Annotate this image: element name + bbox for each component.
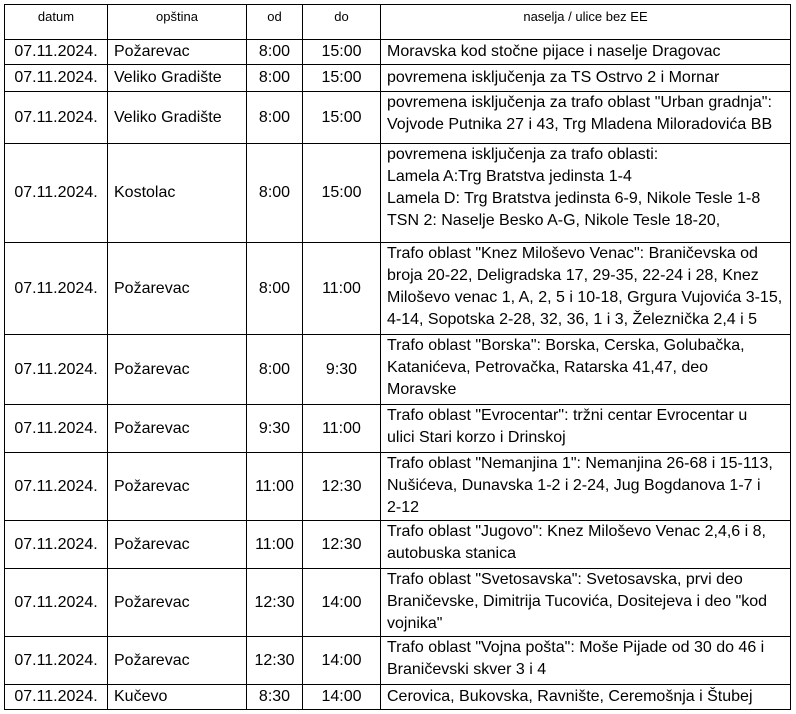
desc-line: vojnika" xyxy=(387,615,443,632)
cell-datum: 07.11.2024. xyxy=(5,453,108,521)
header-row xyxy=(5,5,791,40)
cell-datum: 07.11.2024. xyxy=(5,569,108,637)
cell-do: 11:00 xyxy=(303,405,381,453)
desc-line: povremena isključenja za trafo oblast "Urban gradnja": xyxy=(387,94,772,111)
cell-datum: 07.11.2024. xyxy=(5,521,108,569)
table-row xyxy=(5,521,791,569)
table-row xyxy=(5,405,791,453)
cell-opstina: Veliko Gradište xyxy=(108,92,247,144)
desc-line: Vojvode Putnika 27 i 43, Trg Mladena Miloradovića BB xyxy=(387,116,773,133)
cell-od: 8:00 xyxy=(247,144,303,243)
cell-opstina: Veliko Gradište xyxy=(108,65,247,92)
desc-line: Lamela A:Trg Bratstva jedinsta 1-4 xyxy=(387,168,632,185)
header-do: do xyxy=(303,5,381,40)
cell-od: 12:30 xyxy=(247,637,303,685)
table-row xyxy=(5,637,791,685)
cell-do: 14:00 xyxy=(303,637,381,685)
cell-do: 15:00 xyxy=(303,40,381,65)
cell-datum: 07.11.2024. xyxy=(5,243,108,335)
desc-line: Trafo oblast "Vojna pošta": Moše Pijade od 30 do 46 i xyxy=(387,639,765,656)
cell-opstina: Požarevac xyxy=(108,40,247,65)
desc-line: Katanićeva, Petrovačka, Ratarska 41,47, deo xyxy=(387,359,709,376)
desc-line: broja 20-22, Deligradska 17, 29-35, 22-24 i 28, Knez xyxy=(387,267,759,284)
desc-line: Braničevske, Dimitrija Tucovića, Dositejeva i deo "kod xyxy=(387,593,768,610)
cell-opstina: Požarevac xyxy=(108,243,247,335)
outage-table xyxy=(4,4,791,710)
cell-od: 8:00 xyxy=(247,40,303,65)
table-row xyxy=(5,40,791,65)
cell-do: 15:00 xyxy=(303,144,381,243)
cell-od: 12:30 xyxy=(247,569,303,637)
cell-opstina: Požarevac xyxy=(108,521,247,569)
desc-line: povremena isključenja za TS Ostrvo 2 i Mornar xyxy=(387,69,720,86)
cell-od: 8:30 xyxy=(247,685,303,710)
cell-naselja xyxy=(381,92,791,144)
cell-naselja xyxy=(381,453,791,521)
cell-opstina: Požarevac xyxy=(108,335,247,405)
header-datum: datum xyxy=(5,5,108,40)
table-row xyxy=(5,685,791,710)
header-naselja: naselja / ulice bez EE xyxy=(381,5,791,40)
desc-line: autobuska stanica xyxy=(387,545,516,562)
cell-naselja xyxy=(381,569,791,637)
desc-line: 2-12 xyxy=(387,499,420,516)
cell-do: 9:30 xyxy=(303,335,381,405)
desc-line: Trafo oblast "Knez Miloševo Venac": Braničevska od xyxy=(387,245,758,262)
desc-line: Moravska kod stočne pijace i naselje Dragovac xyxy=(387,43,721,60)
desc-line: Trafo oblast "Svetosavska": Svetosavska, prvi deo xyxy=(387,571,743,588)
cell-datum: 07.11.2024. xyxy=(5,637,108,685)
cell-naselja xyxy=(381,685,791,710)
cell-opstina: Požarevac xyxy=(108,569,247,637)
desc-line: Lamela D: Trg Bratstva jedinsta 6-9, Nikole Tesle 1-8 xyxy=(387,190,761,207)
desc-line: ulici Stari korzo i Drinskoj xyxy=(387,429,566,446)
table-row xyxy=(5,65,791,92)
cell-od: 8:00 xyxy=(247,335,303,405)
cell-naselja xyxy=(381,637,791,685)
cell-naselja xyxy=(381,40,791,65)
header-od: od xyxy=(247,5,303,40)
cell-od: 8:00 xyxy=(247,65,303,92)
cell-do: 14:00 xyxy=(303,569,381,637)
cell-do: 15:00 xyxy=(303,65,381,92)
cell-naselja xyxy=(381,243,791,335)
table-row xyxy=(5,144,791,243)
cell-datum: 07.11.2024. xyxy=(5,65,108,92)
cell-do: 12:30 xyxy=(303,521,381,569)
desc-line: Trafo oblast "Jugovo": Knez Miloševo Venac 2,4,6 i 8, xyxy=(387,523,766,540)
table-row xyxy=(5,569,791,637)
cell-datum: 07.11.2024. xyxy=(5,92,108,144)
desc-line: povremena isključenja za trafo oblasti: xyxy=(387,146,659,163)
desc-line: Moravske xyxy=(387,381,457,398)
cell-opstina: Požarevac xyxy=(108,405,247,453)
desc-line: Trafo oblast "Nemanjina 1": Nemanjina 26-68 i 15-113, xyxy=(387,455,773,472)
cell-do: 14:00 xyxy=(303,685,381,710)
cell-datum: 07.11.2024. xyxy=(5,685,108,710)
desc-line: Trafo oblast "Borska": Borska, Cerska, Golubačka, xyxy=(387,337,745,354)
table-body xyxy=(5,40,791,710)
header-opstina: opština xyxy=(108,5,247,40)
cell-naselja xyxy=(381,521,791,569)
cell-od: 9:30 xyxy=(247,405,303,453)
cell-datum: 07.11.2024. xyxy=(5,144,108,243)
cell-od: 11:00 xyxy=(247,453,303,521)
cell-naselja xyxy=(381,335,791,405)
cell-opstina: Požarevac xyxy=(108,637,247,685)
table-row xyxy=(5,335,791,405)
cell-od: 8:00 xyxy=(247,243,303,335)
desc-line: Nušićeva, Dunavska 1-2 i 2-24, Jug Bogdanova 1-7 i xyxy=(387,477,761,494)
cell-opstina: Kučevo xyxy=(108,685,247,710)
cell-datum: 07.11.2024. xyxy=(5,405,108,453)
cell-od: 8:00 xyxy=(247,92,303,144)
cell-opstina: Kostolac xyxy=(108,144,247,243)
cell-naselja xyxy=(381,65,791,92)
cell-datum: 07.11.2024. xyxy=(5,335,108,405)
cell-do: 15:00 xyxy=(303,92,381,144)
table-row xyxy=(5,243,791,335)
desc-line: Miloševo venac 1, A, 2, 5 i 10-18, Grgura Vujovića 3-15, xyxy=(387,289,783,306)
desc-line: Braničevski skver 3 i 4 xyxy=(387,661,547,678)
desc-line: 4-14, Sopotska 2-28, 32, 36, 1 i 3, Železnička 2,4 i 5 xyxy=(387,311,757,328)
cell-do: 11:00 xyxy=(303,243,381,335)
cell-do: 12:30 xyxy=(303,453,381,521)
desc-line: Trafo oblast "Evrocentar": tržni centar Evrocentar u xyxy=(387,407,748,424)
desc-line: TSN 2: Naselje Besko A-G, Nikole Tesle 18-20, xyxy=(387,212,721,229)
desc-line: Cerovica, Bukovska, Ravnište, Ceremošnja i Štubej xyxy=(387,688,753,705)
table-row xyxy=(5,453,791,521)
cell-naselja xyxy=(381,144,791,243)
cell-od: 11:00 xyxy=(247,521,303,569)
cell-opstina: Požarevac xyxy=(108,453,247,521)
cell-datum: 07.11.2024. xyxy=(5,40,108,65)
table-row xyxy=(5,92,791,144)
cell-naselja xyxy=(381,405,791,453)
